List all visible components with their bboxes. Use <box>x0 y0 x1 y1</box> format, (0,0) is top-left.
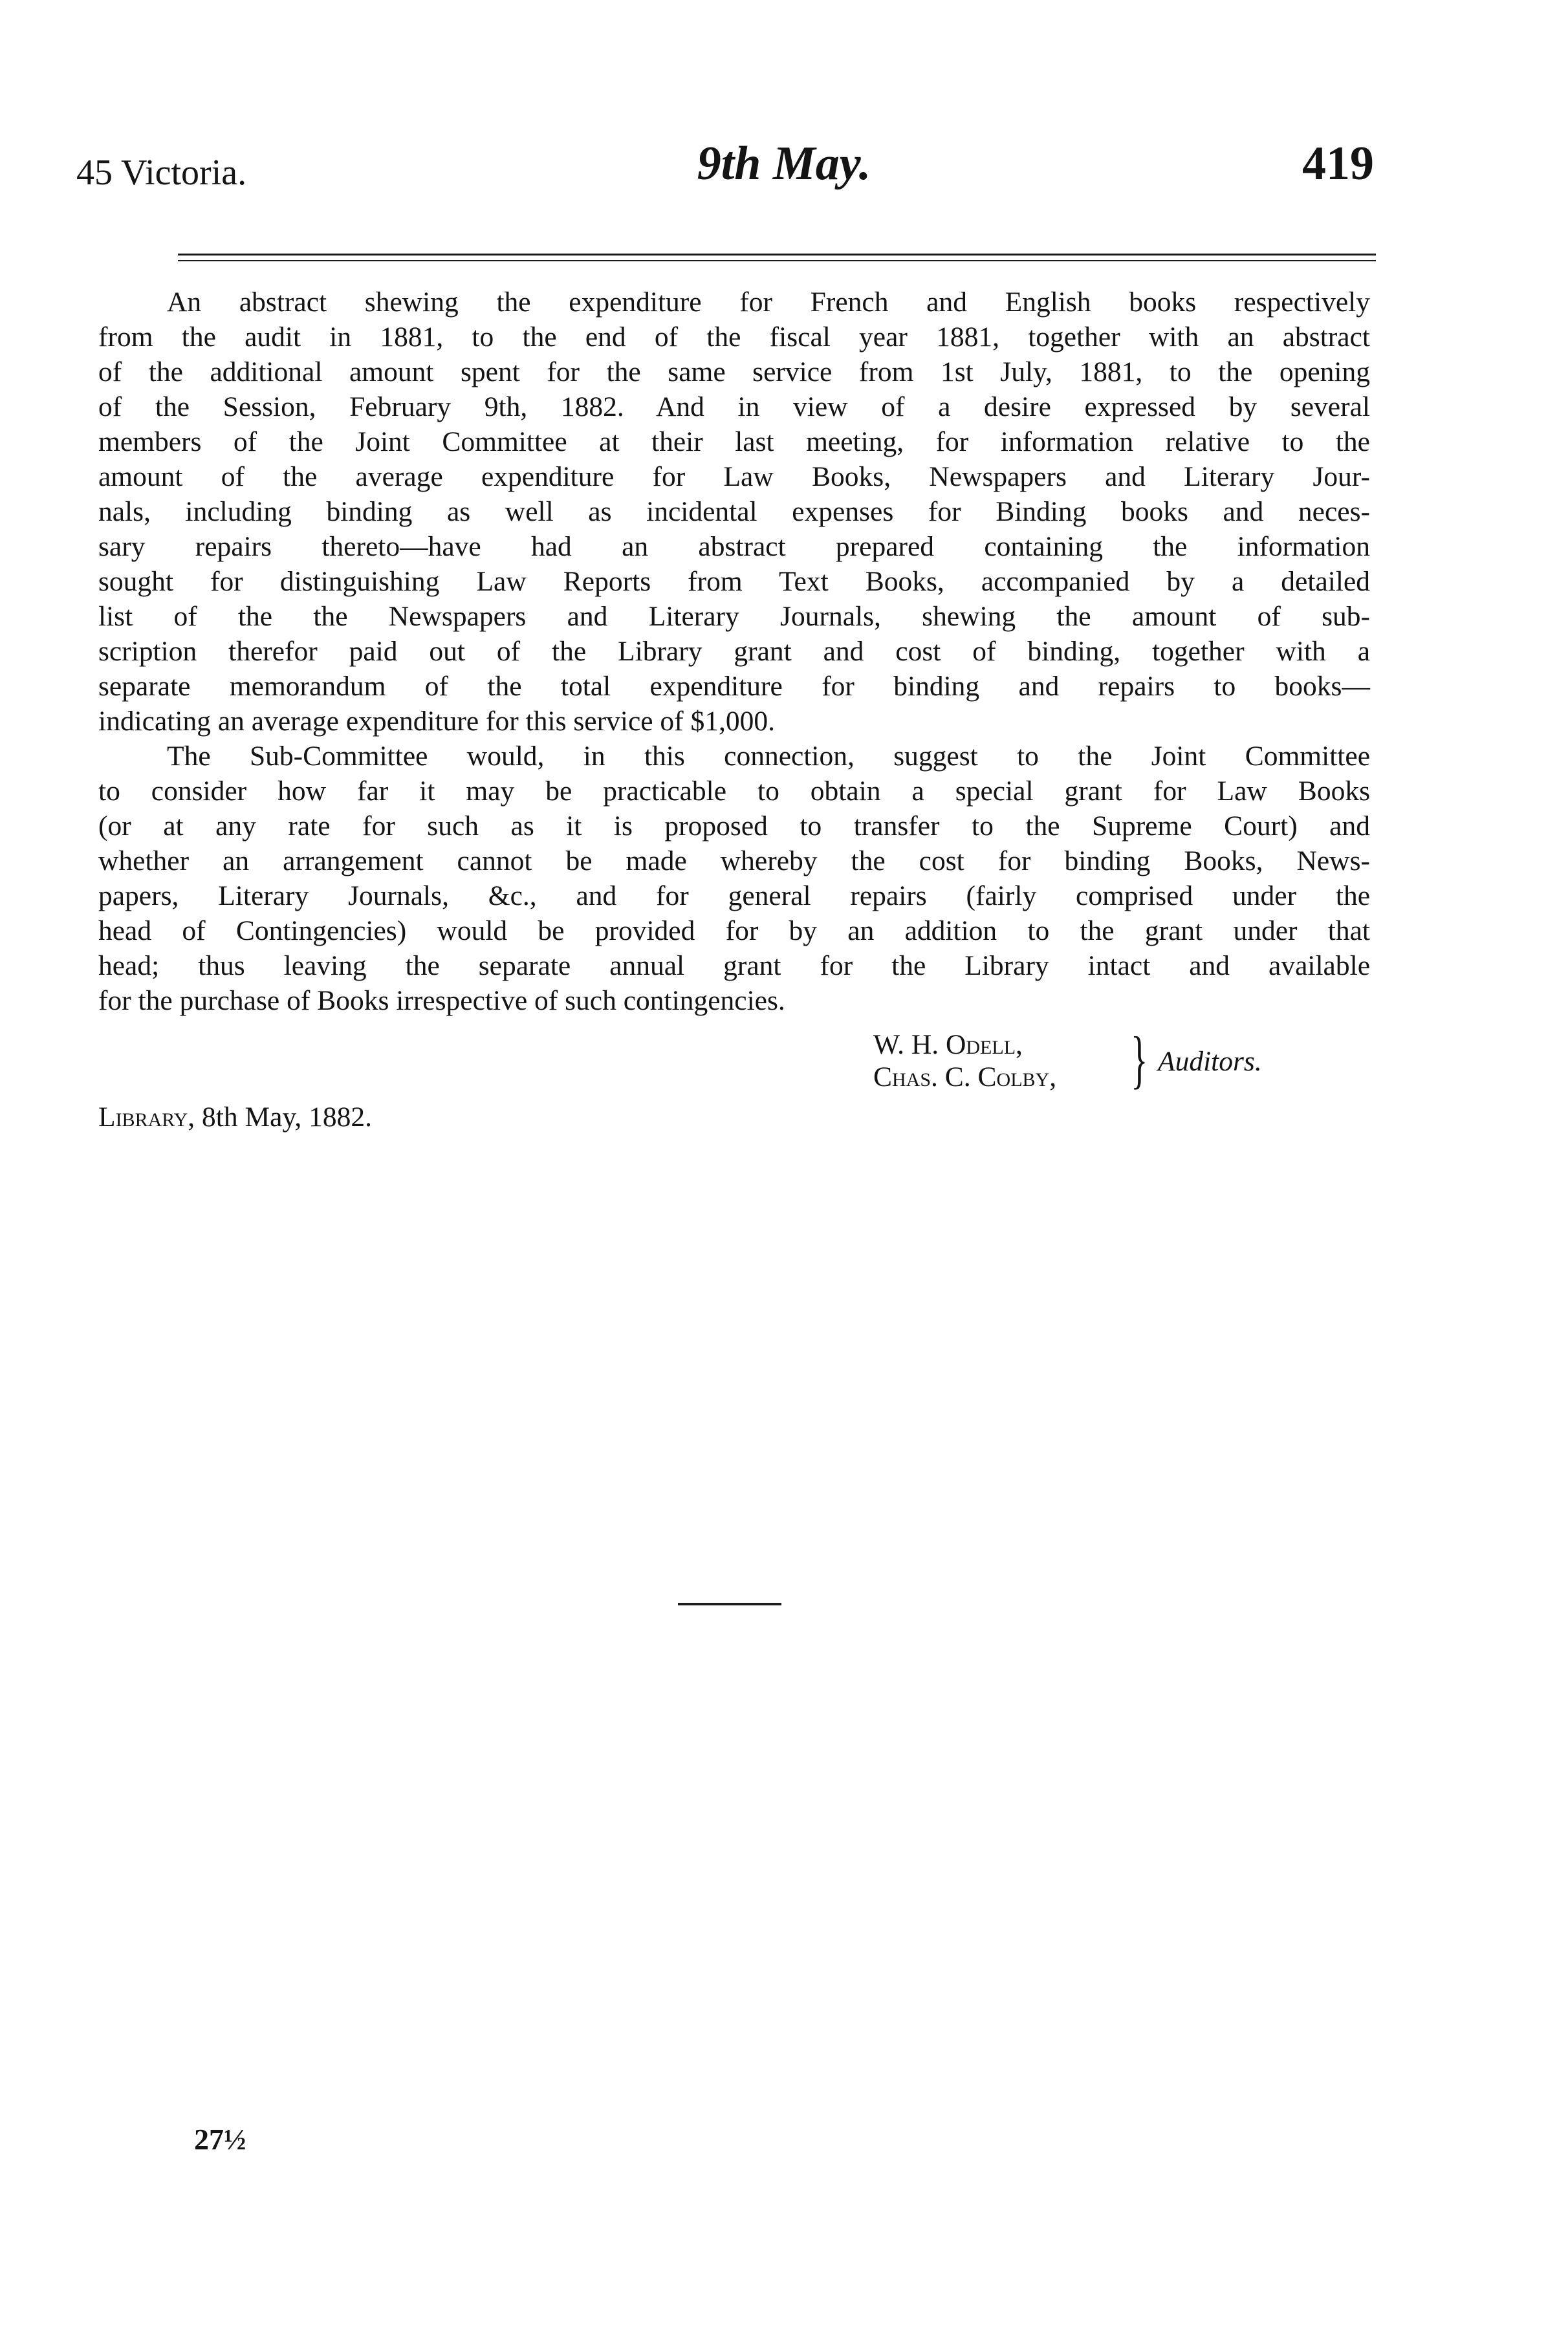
paragraph-abstract <box>98 285 1370 739</box>
paragraph-line: nals, including binding as well as incidental expenses for Binding books and neces- <box>98 496 1370 527</box>
paragraph-line: list of the the Newspapers and Literary Journals, shewing the amount of sub- <box>98 601 1370 632</box>
running-header-left: 45 Victoria. <box>76 153 247 193</box>
brace-glyph: } <box>1131 1023 1148 1095</box>
paragraph-line: whether an arrangement cannot be made whereby the cost for binding Books, News- <box>98 845 1370 876</box>
signatory-name: W. H. Odell, <box>873 1029 1023 1060</box>
signatory-role: Auditors. <box>1158 1046 1262 1077</box>
signatory-name: Chas. C. Colby, <box>873 1061 1057 1092</box>
paragraph-sub-committee <box>98 739 1370 1018</box>
running-header-date: 9th May. <box>697 137 871 190</box>
paragraph-line: amount of the average expenditure for Law Books, Newspapers and Literary Jour- <box>98 461 1370 492</box>
paragraph-line: (or at any rate for such as it is proposed to transfer to the Supreme Court) and <box>98 810 1370 842</box>
paragraph-line: to consider how far it may be practicable to obtain a special grant for Law Books <box>98 776 1370 807</box>
paragraph-line: of the additional amount spent for the same service from 1st July, 1881, to the opening <box>98 356 1370 387</box>
paragraph-line: indicating an average expenditure for this service of $1,000. <box>98 706 776 737</box>
paragraph-line: members of the Joint Committee at their last meeting, for information relative to the <box>98 426 1370 457</box>
printer-signature-mark: 27½ <box>194 2123 246 2156</box>
paragraph-line: from the audit in 1881, to the end of the fiscal year 1881, together with an abstract <box>98 321 1370 353</box>
body-text <box>98 285 1370 1018</box>
closing-rule <box>678 1603 781 1605</box>
paragraph-line: scription therefor paid out of the Library grant and cost of binding, together with a <box>98 636 1370 667</box>
date-label: 8th May, 1882. <box>202 1102 373 1133</box>
paragraph-line: for the purchase of Books irrespective of such contingencies. <box>98 985 785 1016</box>
header-double-rule <box>178 254 1376 261</box>
paragraph-line: papers, Literary Journals, &c., and for general repairs (fairly comprised under the <box>98 880 1370 911</box>
paragraph-line: The Sub-Committee would, in this connection, suggest to the Joint Committee <box>167 741 1370 772</box>
paragraph-line: head of Contingencies) would be provided for by an addition to the grant under that <box>98 915 1370 946</box>
place-label: Library, <box>98 1102 195 1133</box>
paragraph-line: separate memorandum of the total expenditure for binding and repairs to books— <box>98 671 1370 702</box>
paragraph-line: sary repairs thereto—have had an abstract prepared containing the information <box>98 531 1370 562</box>
auditor-signatures <box>873 1023 1262 1095</box>
paragraph-line: head; thus leaving the separate annual grant for the Library intact and available <box>98 950 1370 981</box>
page-number: 419 <box>1302 137 1374 190</box>
paragraph-line: An abstract shewing the expenditure for French and English books respectively <box>167 287 1370 318</box>
paragraph-line: sought for distinguishing Law Reports from Text Books, accompanied by a detailed <box>98 566 1370 597</box>
place-and-date <box>98 1100 372 1135</box>
paragraph-line: of the Session, February 9th, 1882. And in view of a desire expressed by several <box>98 391 1370 422</box>
